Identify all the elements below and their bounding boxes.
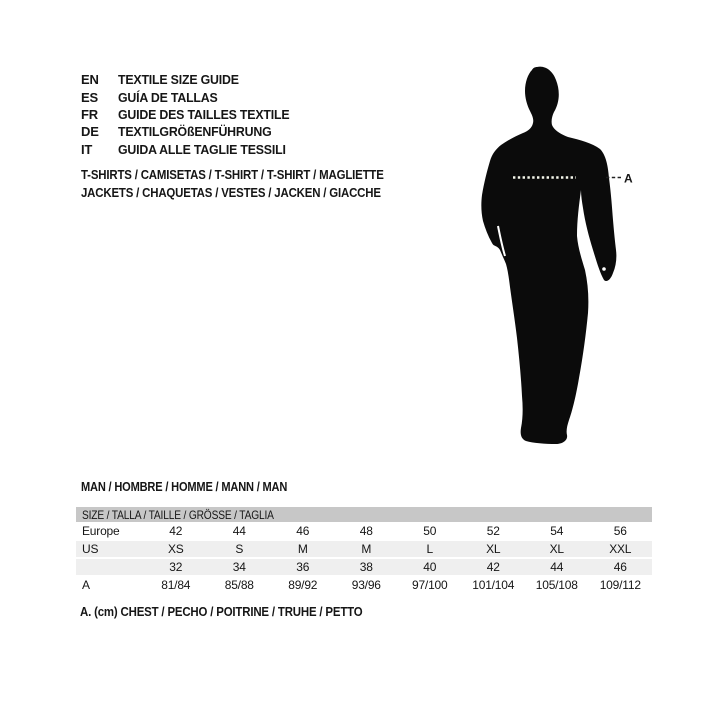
language-code: FR (81, 106, 98, 122)
table-cell: 50 (423, 524, 437, 538)
table-cell: 46 (296, 524, 310, 538)
table-cell: 42 (169, 524, 183, 538)
table-cell: 93/96 (351, 578, 381, 592)
table-cell: 38 (359, 560, 373, 574)
right-hand-notch (602, 267, 606, 271)
table-cell: XL (549, 542, 564, 556)
table-cell: 34 (232, 560, 246, 574)
language-row-es (81, 88, 298, 105)
table-cell: 81/84 (161, 578, 191, 592)
table-cell: XL (486, 542, 501, 556)
table-cell: 40 (423, 560, 437, 574)
language-row-fr (81, 106, 298, 123)
row-label: A (82, 578, 90, 592)
table-cell: 109/112 (599, 578, 641, 592)
table-cell: 54 (550, 524, 564, 538)
table-cell: 97/100 (411, 578, 448, 592)
table-cell: 36 (296, 560, 310, 574)
table-cell: XXL (609, 542, 632, 556)
table-row-europe (76, 523, 652, 539)
language-label: GUIDA ALLE TAGLIE TESSILI (118, 141, 286, 157)
table-cell: 101/104 (472, 578, 515, 592)
table-cell: L (426, 542, 433, 556)
language-row-it (81, 141, 298, 158)
language-label: TEXTILGRÖßENFÜHRUNG (118, 124, 272, 140)
size-table-header-text: SIZE / TALLA / TAILLE / GRÖSSE / TAGLIA (82, 507, 274, 522)
language-code: DE (81, 124, 99, 140)
category-line-tshirts: T-SHIRTS / CAMISETAS / T-SHIRT / T-SHIRT / MAGLIETTE (81, 167, 384, 182)
category-line-jackets: JACKETS / CHAQUETAS / VESTES / JACKEN / GIACCHE (81, 185, 381, 200)
table-row-numeric (76, 559, 652, 575)
table-cell: M (297, 542, 308, 556)
language-code: EN (81, 72, 99, 88)
table-cell: 32 (169, 560, 183, 574)
measure-label-a: A (624, 171, 633, 186)
table-row-us (76, 541, 652, 557)
table-row-chest-cm (76, 577, 652, 593)
language-code: ES (81, 89, 98, 105)
man-silhouette (430, 50, 690, 470)
section-title-man: MAN / HOMBRE / HOMME / MANN / MAN (81, 479, 288, 494)
row-label: Europe (82, 524, 120, 538)
footnote-chest: A. (cm) CHEST / PECHO / POITRINE / TRUHE / PETTO (80, 604, 363, 619)
language-label: GUIDE DES TAILLES TEXTILE (118, 106, 290, 122)
language-code: IT (81, 141, 93, 157)
table-cell: S (235, 542, 244, 556)
man-body-shape (481, 67, 616, 444)
table-cell: 48 (359, 524, 373, 538)
table-cell: 42 (486, 560, 500, 574)
language-list (81, 71, 298, 158)
table-cell: M (361, 542, 372, 556)
category-titles (81, 166, 384, 202)
table-cell: XS (167, 542, 184, 556)
size-table (76, 507, 652, 593)
language-label: GUÍA DE TALLAS (118, 89, 218, 105)
table-cell: 56 (613, 524, 627, 538)
table-cell: 44 (550, 560, 564, 574)
language-label: TEXTILE SIZE GUIDE (118, 72, 239, 88)
table-cell: 52 (486, 524, 500, 538)
table-cell: 89/92 (288, 578, 318, 592)
row-label: US (82, 542, 99, 556)
language-row-de (81, 123, 298, 140)
table-cell: 85/88 (224, 578, 254, 592)
table-cell: 46 (613, 560, 627, 574)
language-row-en (81, 71, 298, 88)
table-cell: 105/108 (535, 578, 578, 592)
table-cell: 44 (232, 524, 246, 538)
size-table-header (76, 507, 652, 522)
